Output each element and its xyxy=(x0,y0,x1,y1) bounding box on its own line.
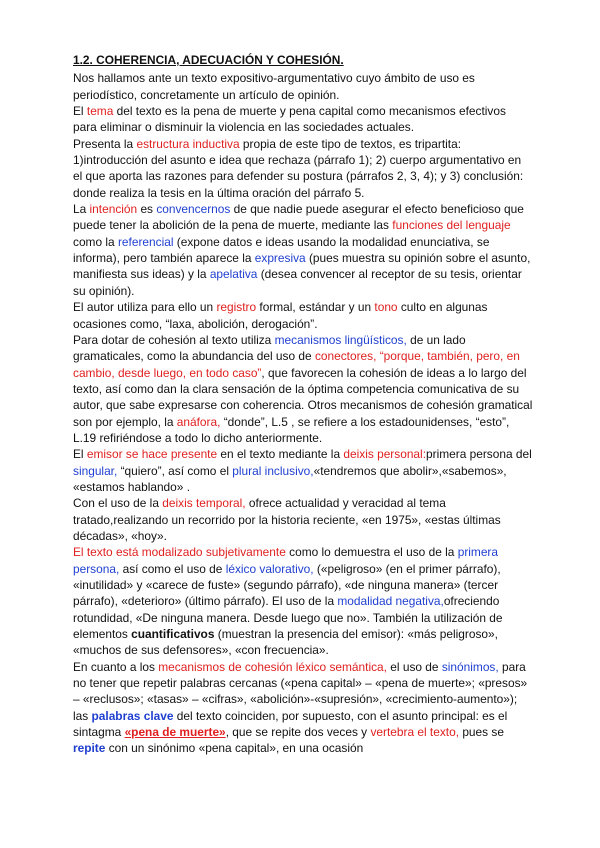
text: En cuanto a los xyxy=(73,659,159,674)
highlight-lexico-valorativo: léxico valorativo, xyxy=(225,561,314,576)
text: con un sinónimo «pena capital», en una ocasión xyxy=(105,741,364,756)
text: “quiero”, así como el xyxy=(117,463,233,478)
text: El xyxy=(73,447,87,462)
text: de que nadie puede asegurar el efecto beneficioso que puede tener la abolición de la pena de muerte, mediante las xyxy=(73,202,524,233)
paragraph-intro: Nos hallamos ante un texto expositivo-argumentativo cuyo ámbito de uso es periodístico, concretamente un artículo de opinión. xyxy=(73,71,475,102)
paragraph-lexico-semantica xyxy=(73,659,533,757)
text: primera persona del xyxy=(426,447,532,462)
highlight-intencion: intención xyxy=(89,202,138,217)
text: Con el uso de la xyxy=(73,496,163,511)
highlight-modalidad-negativa: modalidad negativa, xyxy=(337,594,444,609)
highlight-palabras-clave: palabras clave xyxy=(91,708,174,723)
highlight-tono: tono xyxy=(374,300,398,315)
paragraph-estructura xyxy=(73,136,533,201)
text: , que favorecen la cohesión de ideas a lo largo del texto, así como dan la clara sensación de la óptima competencia comunicativa de su autor, que sabe expresarse con coherencia. Otros mecanismos de cohesión gramatical son por ejemplo, la xyxy=(73,365,533,429)
text: culto en algunas ocasiones como, “laxa, abolición, derogación”. xyxy=(73,300,488,331)
highlight-tema: tema xyxy=(86,104,114,119)
text: (muestran la presencia del emisor): «más peligroso», «muchos de sus defensores», «con frecuencia». xyxy=(73,627,498,658)
highlight-conectores-list: “porque, también, pero, en cambio, desde luego, en todo caso” xyxy=(73,349,520,380)
text: “donde”, L.5 , se refiere a los estadounidenses, “esto”, L.19 refiriéndose a todo lo dicho anteriormente. xyxy=(73,414,510,445)
highlight-deixis-temporal: deixis temporal, xyxy=(162,496,246,511)
text: como lo demuestra el uso de la xyxy=(285,545,458,560)
highlight-convencernos: convencernos xyxy=(156,202,231,217)
highlight-estructura: estructura inductiva xyxy=(136,136,240,151)
highlight-referencial: referencial xyxy=(117,234,174,249)
text: en el texto mediante la xyxy=(217,447,344,462)
highlight-expresiva: expresiva xyxy=(254,251,306,266)
text: del texto coinciden, por supuesto, con el asunto principal: es el sintagma xyxy=(73,708,508,740)
text: pues se xyxy=(459,725,504,740)
highlight-apelativa: apelativa xyxy=(209,267,258,282)
paragraph-cohesion xyxy=(73,332,533,446)
text: es xyxy=(137,202,157,217)
text: formal, estándar y un xyxy=(256,300,375,315)
paragraph-emisor xyxy=(73,446,533,495)
text: El autor utiliza para ello un xyxy=(73,300,217,315)
highlight-modalizado: El texto está modalizado subjetivamente xyxy=(73,545,286,560)
text: Presenta la xyxy=(73,136,137,151)
highlight-cohesion-lexica: mecanismos de cohesión léxico semántica, xyxy=(158,659,387,674)
text: así como el uso de xyxy=(119,561,226,576)
text: (pues muestra su opinión sobre el asunto, manifiesta sus ideas) y la xyxy=(73,251,531,282)
text: para no tener que repetir palabras cercanas («pena capital» – «pena de muerte»; «presos» – «reclusos»; «tasas» – «cifras», «abolición»-«supresión», «crecimiento-aumento»); las xyxy=(73,659,528,723)
text: ofreciendo rotundidad, «De ninguna manera. Desde luego que no». También la utilización de elementos xyxy=(73,594,503,642)
highlight-cuantificativos: cuantificativos xyxy=(131,627,215,642)
text: La xyxy=(73,202,90,217)
highlight-vertebra: vertebra el texto, xyxy=(370,725,460,740)
text: del texto es la pena de muerte y pena capital como mecanismos efectivos para eliminar o disminuir la violencia en las sociedades actuales. xyxy=(73,104,506,135)
text: (desea convencer al receptor de su tesis, orientar su opinión). xyxy=(73,267,522,298)
text: (expone datos e ideas usando la modalidad enunciativa, se informa), pero también aparece la xyxy=(73,234,490,266)
text: como la xyxy=(73,234,118,249)
section-heading: 1.2. COHERENCIA, ADECUACIÓN Y COHESIÓN. xyxy=(73,53,344,67)
paragraph-deixis-temporal xyxy=(73,495,533,544)
highlight-emisor: emisor se hace presente xyxy=(86,447,218,462)
text: el uso de xyxy=(386,659,442,674)
text: «tendremos que abolir»,«sabemos», «estamos hablando» . xyxy=(73,463,507,494)
highlight-funciones: funciones del lenguaje xyxy=(392,218,511,233)
text: El xyxy=(73,104,87,119)
text: , que se repite dos veces y xyxy=(225,725,371,740)
highlight-primera-persona: primera persona, xyxy=(73,545,499,576)
document-body xyxy=(73,52,533,757)
highlight-anafora: anáfora, xyxy=(176,414,221,429)
highlight-mecanismos: mecanismos lingüísticos, xyxy=(274,332,407,347)
paragraph-tema xyxy=(73,103,533,136)
paragraph-registro xyxy=(73,299,533,332)
text: de un lado gramaticales, como la abundancia del uso de xyxy=(73,332,466,364)
text: Para dotar de cohesión al texto utiliza xyxy=(73,332,275,347)
highlight-pena-de-muerte: «pena de muerte» xyxy=(124,725,226,740)
paragraph-intencion xyxy=(73,201,533,299)
highlight-registro: registro xyxy=(216,300,257,315)
highlight-repite: repite xyxy=(73,741,106,756)
text: («peligroso» (en el primer párrafo), «inutilidad» y «carece de fuste» (segundo párrafo), «de ninguna manera» (tercer párrafo), «deterioro» (último párrafo). El uso de la xyxy=(73,561,501,609)
text: propia de este tipo de textos, es tripartita: 1)introducción del asunto e idea que rechaza (párrafo 1); 2) cuerpo argumentativo en el que aporta las razones para defender su postura (párrafos 2, 3, 4); y 3) conclusión: donde realiza la tesis en la última oración del párrafo 5. xyxy=(73,136,524,200)
highlight-conectores: conectores, xyxy=(314,349,377,364)
highlight-singular: singular, xyxy=(73,463,118,478)
highlight-deixis-personal: deixis personal: xyxy=(343,447,426,462)
paragraph-modalizacion xyxy=(73,544,533,658)
text: ofrece actualidad y veracidad al tema tratado,realizando un recorrido por la historia reciente, «en 1975», «estas últimas décadas», «hoy». xyxy=(73,496,501,543)
highlight-sinonimos: sinónimos, xyxy=(441,659,499,674)
highlight-plural: plural inclusivo, xyxy=(232,463,314,478)
